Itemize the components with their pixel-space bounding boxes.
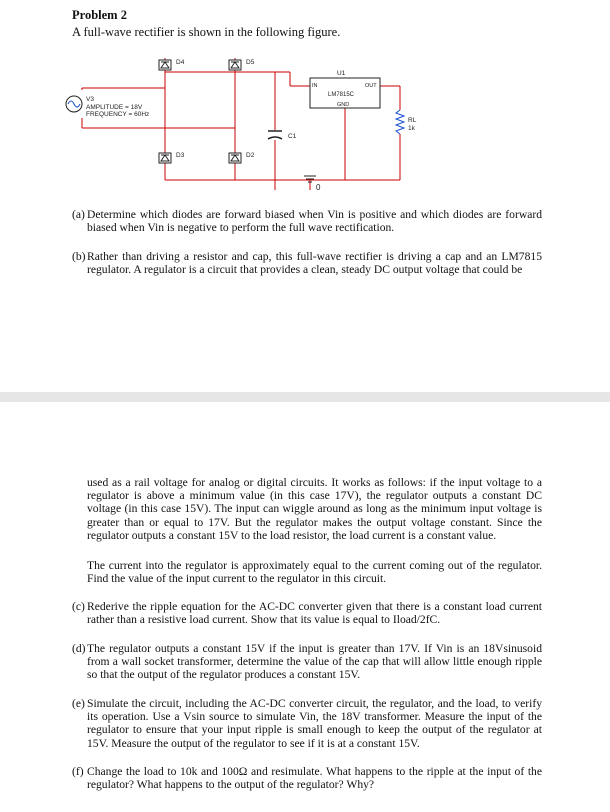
source-name: V3 — [86, 96, 94, 103]
capacitor-c1 — [268, 131, 297, 140]
diode-d2 — [229, 152, 255, 163]
question-f — [72, 765, 542, 791]
question-c — [72, 600, 542, 626]
question-d-text: The regulator outputs a constant 15V if the input is greater than 17V. If Vin is an 18Vsinusoid from a wall socket transformer, determine the value of the cap that will allow little enough ripple so that the output of the regulator produces a constant 15V. — [87, 642, 542, 682]
question-c-label: (c) — [72, 600, 85, 613]
question-b — [72, 250, 542, 276]
regulator-pin-gnd: GND — [337, 102, 350, 108]
diode-d5 — [229, 59, 255, 70]
diode-d3-label: D3 — [176, 152, 185, 159]
ground-symbol — [304, 176, 321, 190]
diode-d5-label: D5 — [246, 59, 255, 66]
problem-intro: A full-wave rectifier is shown in the following figure. — [72, 25, 341, 39]
problem-title: Problem 2 — [72, 8, 127, 22]
ground-label: 0 — [316, 183, 321, 190]
question-e-text: Simulate the circuit, including the AC-DC converter circuit, the regulator, and the load, to verify its operation. Use a Vsin source to simulate Vin, the 18V transformer. Measure the input of the regulator to ensure that your input ripple is small enough to keep the output of the regulator at 15V. Measure the output of the regulator to see if it is at a constant 15V. — [87, 697, 542, 750]
capacitor-label: C1 — [288, 133, 297, 140]
question-b-label: (b) — [72, 250, 86, 263]
question-a — [72, 208, 542, 234]
regulator-pin-out: OUT — [365, 83, 377, 89]
question-d — [72, 642, 542, 682]
diode-d4 — [159, 59, 185, 70]
ac-source-v3 — [66, 96, 149, 118]
source-frequency: FREQUENCY = 60Hz — [86, 111, 150, 118]
load-resistor-rl — [396, 110, 417, 134]
question-b-continued: used as a rail voltage for analog or digital circuits. It works as follows: if the input voltage to a regulator is above a minimum value (in this case 17V), the regulator outputs a constant DC voltage (in this case 15V). The input can wiggle around as long as the minimum input voltage is greater than or equal to 17V. But the regulator makes the output voltage constant. Since the regulator outputs a constant 15V to the load resistor, the load current is a constant value. — [87, 476, 542, 542]
question-e — [72, 697, 542, 750]
question-e-label: (e) — [72, 697, 85, 710]
question-f-label: (f) — [72, 765, 84, 778]
diode-d4-label: D4 — [176, 59, 185, 66]
diode-d2-label: D2 — [246, 152, 255, 159]
load-value: 1k — [408, 125, 415, 132]
load-name: RL — [408, 117, 417, 124]
question-f-text: Change the load to 10k and 100Ω and resimulate. What happens to the ripple at the input of the regulator? What happens to the output of the regulator? Why? — [87, 765, 542, 792]
rectifier-circuit-diagram — [60, 48, 420, 190]
regulator-u1 — [310, 70, 380, 108]
question-a-label: (a) — [72, 208, 85, 221]
question-c-text: Rederive the ripple equation for the AC-DC converter given that there is a constant load current rather than a resistive load current. Show that its value is equal to Iload/2fC. — [87, 600, 542, 627]
page-break — [0, 392, 610, 402]
question-b-text: Rather than driving a resistor and cap, this full-wave rectifier is driving a cap and an LM7815 regulator. A regulator is a circuit that provides a clean, steady DC output voltage that could be — [87, 250, 542, 277]
question-a-text: Determine which diodes are forward biased when Vin is positive and which diodes are forward biased when Vin is negative to perform the full wave rectification. — [87, 208, 542, 235]
regulator-ref: U1 — [337, 70, 346, 77]
question-d-label: (d) — [72, 642, 86, 655]
regulator-part: LM7815C — [328, 92, 355, 98]
regulator-pin-in: IN — [312, 83, 318, 89]
diode-d3 — [159, 152, 185, 163]
question-b-continued-2: The current into the regulator is approximately equal to the current coming out of the regulator. Find the value of the input current to the regulator in this circuit. — [87, 559, 542, 586]
source-amplitude: AMPLITUDE = 18V — [86, 104, 143, 111]
